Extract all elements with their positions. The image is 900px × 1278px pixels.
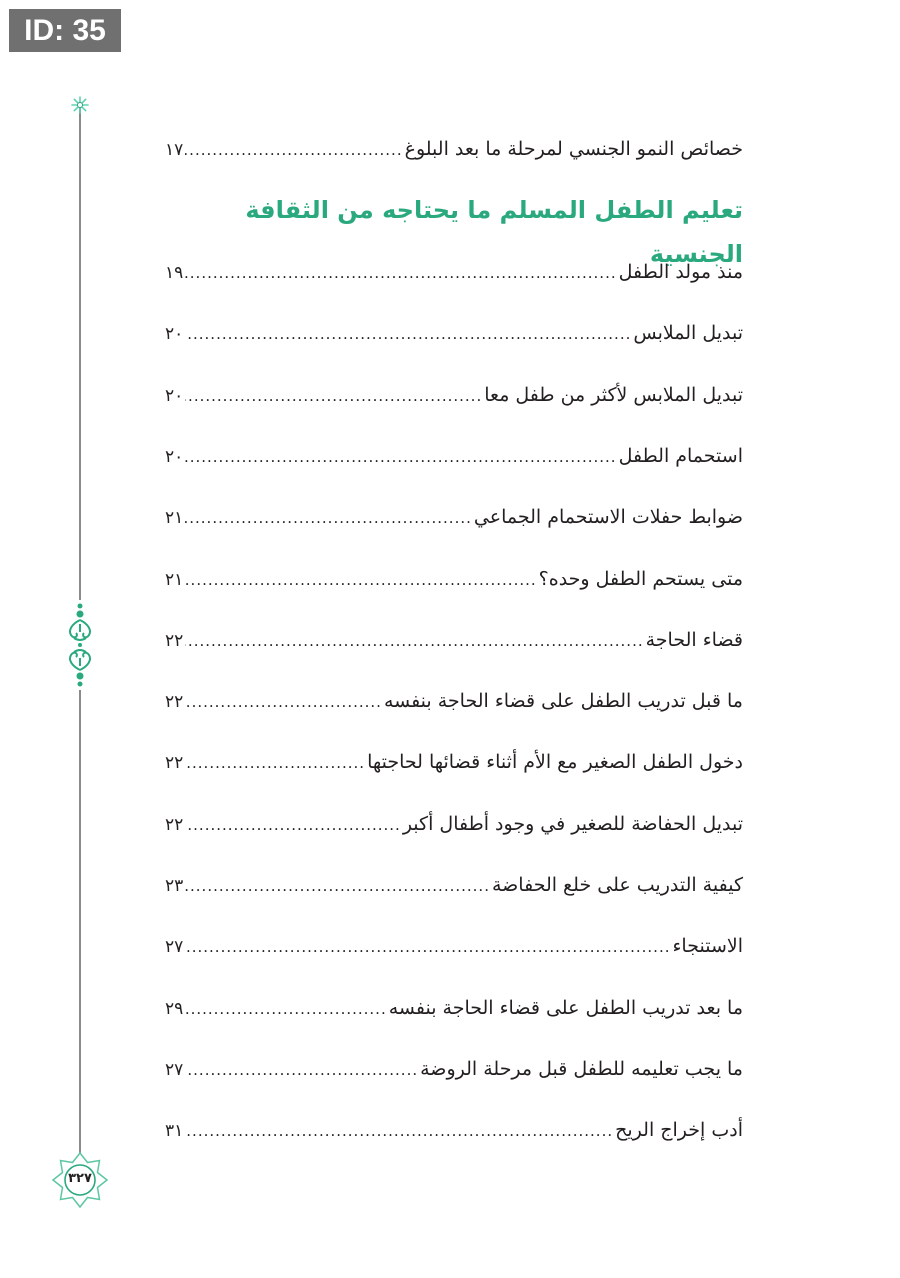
toc-entry-page: ٢٢ — [165, 630, 184, 651]
toc-entry-title: متى يستحم الطفل وحده؟ — [538, 567, 743, 590]
toc-entry-page: ٢٧ — [165, 1059, 184, 1080]
toc-entry[interactable] — [165, 990, 743, 1026]
toc-entry[interactable] — [165, 1051, 743, 1087]
dot-leader — [185, 684, 382, 720]
toc-entry[interactable] — [165, 683, 743, 719]
toc-entry-title: منذ مولد الطفل — [618, 261, 743, 283]
toc-entry[interactable] — [165, 806, 743, 842]
toc-entry[interactable] — [165, 928, 743, 964]
toc-entry-title: تبديل الملابس — [633, 322, 743, 345]
toc-entry-page: ٢٢ — [165, 692, 184, 713]
toc-entry-page: ٢١ — [165, 569, 184, 590]
toc-entry-title: ما يجب تعليمه للطفل قبل مرحلة الروضة — [420, 1057, 743, 1080]
dot-leader — [185, 623, 643, 659]
toc-entry-title: استحمام الطفل — [618, 444, 743, 467]
dot-leader — [185, 868, 490, 904]
toc-entry-page: ٢١ — [165, 508, 184, 529]
toc-entry-page: ٢٢ — [165, 814, 184, 835]
toc-entry[interactable] — [165, 315, 743, 351]
arabesque-ornament-icon — [62, 600, 98, 690]
dot-leader — [185, 1052, 418, 1088]
dot-leader — [185, 929, 670, 965]
toc-entry[interactable] — [165, 254, 743, 290]
toc-entry-title: تبديل الملابس لأكثر من طفل معا — [484, 383, 743, 406]
toc-entry[interactable] — [165, 438, 743, 474]
toc-entry-title: قضاء الحاجة — [645, 628, 743, 651]
dot-leader — [185, 439, 616, 475]
toc-entry-page: ٢٠ — [165, 446, 184, 467]
toc-entry[interactable] — [165, 131, 743, 167]
toc-entry-title: خصائص النمو الجنسي لمرحلة ما بعد البلوغ — [404, 138, 743, 160]
toc-entry-page: ٢٣ — [165, 876, 184, 896]
toc-entry-title: تبديل الحفاضة للصغير في وجود أطفال أكبر — [402, 812, 743, 835]
toc-entry-title: ضوابط حفلات الاستحمام الجماعي — [473, 506, 743, 529]
toc-entry[interactable] — [165, 1112, 743, 1148]
id-badge: ID: 35 — [9, 9, 121, 52]
dot-leader — [185, 132, 402, 168]
dot-leader — [185, 991, 386, 1027]
toc-entry-page: ٢٠ — [165, 385, 184, 406]
toc-entry-page: ٣١ — [165, 1121, 184, 1142]
flower-ornament-icon — [70, 95, 90, 115]
dot-leader — [185, 1113, 613, 1149]
toc-entry-page: ٢٩ — [165, 998, 184, 1019]
toc-entry-page: ١٩ — [165, 263, 184, 283]
toc-entry-title: كيفية التدريب على خلع الحفاضة — [491, 874, 743, 896]
toc-entry-page: ٢٢ — [165, 753, 184, 774]
toc-entry-title: ما قبل تدريب الطفل على قضاء الحاجة بنفسه — [383, 690, 743, 713]
toc-entry[interactable] — [165, 867, 743, 903]
dot-leader — [185, 745, 365, 781]
dot-leader — [185, 378, 482, 414]
section-heading: تعليم الطفل المسلم ما يحتاجه من الثقافة الجنسية — [245, 196, 743, 268]
dot-leader — [185, 562, 536, 598]
toc-entry-title: أدب إخراج الريح — [615, 1119, 743, 1142]
dot-leader — [185, 316, 631, 352]
toc-entry[interactable] — [165, 744, 743, 780]
page-number: ٣٢٧ — [68, 1171, 92, 1186]
dot-leader — [185, 255, 616, 291]
toc-entry-title: الاستنجاء — [672, 935, 743, 958]
toc-entry-page: ١٧ — [165, 140, 184, 160]
toc-entry-title: دخول الطفل الصغير مع الأم أثناء قضائها لحاجتها — [367, 751, 743, 774]
page-number-badge — [50, 1150, 110, 1210]
toc-entry[interactable] — [165, 499, 743, 535]
toc-entry-page: ٢٧ — [165, 937, 184, 958]
dot-leader — [185, 807, 401, 843]
toc-entry[interactable] — [165, 561, 743, 597]
dot-leader — [185, 500, 472, 536]
toc-entry-title: ما بعد تدريب الطفل على قضاء الحاجة بنفسه — [388, 996, 743, 1019]
toc-entry[interactable] — [165, 377, 743, 413]
toc-entry-page: ٢٠ — [165, 324, 184, 345]
toc-entry[interactable] — [165, 622, 743, 658]
